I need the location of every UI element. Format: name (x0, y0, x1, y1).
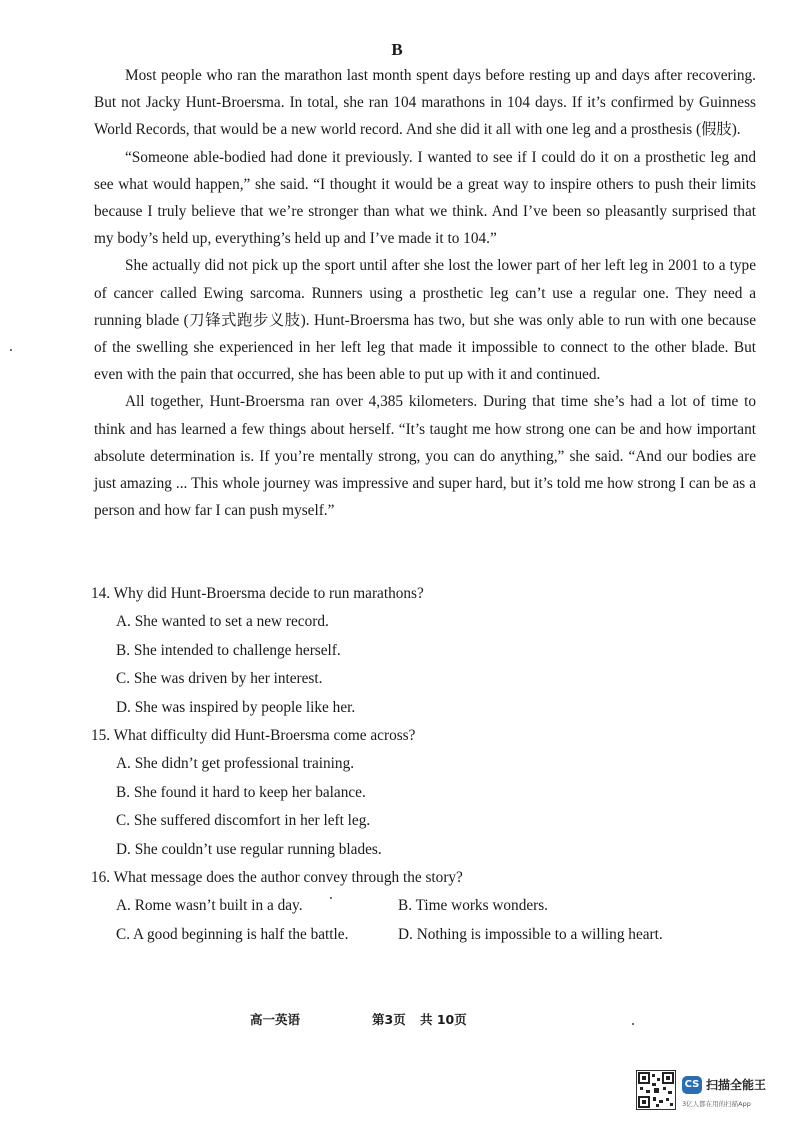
option-b: B. She found it hard to keep her balance. (116, 783, 366, 801)
reading-passage (94, 62, 756, 524)
question-stem: 15. What difficulty did Hunt-Broersma come across? (91, 727, 416, 745)
option-a: A. She wanted to set a new record. (116, 613, 329, 631)
footer-page-total: 共 10页 (420, 1012, 467, 1027)
option-c: C. A good beginning is half the battle. (116, 925, 349, 943)
option-a: A. She didn’t get professional training. (116, 755, 355, 773)
option-row (91, 921, 756, 949)
passage-paragraph: Most people who ran the marathon last month spent days before resting up and days after recovering. But not Jacky Hunt-Broersma. In total, she ran 104 marathons in 104 days. If it’s confirmed by Guinness World Records, that would be a new world record. And she did it all with one leg and a prosthesis (假肢). (94, 67, 756, 139)
footer-subject: 高一英语 (250, 1012, 301, 1027)
scan-speck (632, 1023, 634, 1025)
camscanner-logo-icon: CS (682, 1076, 702, 1094)
scanner-app-name: 扫描全能王 (706, 1078, 767, 1092)
option-d: D. Nothing is impossible to a willing heart. (398, 925, 663, 943)
option-a: A. Rome wasn’t built in a day. (116, 897, 303, 915)
qr-code-icon (636, 1070, 676, 1110)
scanner-watermark (636, 1070, 786, 1114)
scan-speck (10, 349, 12, 351)
option-b: B. Time works wonders. (398, 897, 549, 915)
section-label: B (391, 40, 403, 59)
option-d: D. She was inspired by people like her. (116, 698, 356, 716)
question-16 (91, 864, 756, 949)
passage-paragraph: “Someone able-bodied had done it previously. I wanted to see if I could do it on a prosthetic leg and see what would happen,” she said. “I thought it would be a great way to inspire others to push their limits because I truly believe that we’re stronger than what we think. And I’ve been so pleasantly surprised that my body’s held up, everything’s held up and I’ve made it to 104.” (94, 148, 756, 248)
option-c: C. She suffered discomfort in her left leg. (116, 812, 371, 830)
option-c: C. She was driven by her interest. (116, 670, 323, 688)
question-stem: 16. What message does the author convey through the story? (91, 869, 463, 887)
option-d: D. She couldn’t use regular running blades. (116, 840, 382, 858)
option-b: B. She intended to challenge herself. (116, 641, 341, 659)
question-list (91, 580, 756, 949)
scanner-tagline: 3亿人都在用的扫描App (682, 1100, 751, 1108)
question-15 (91, 722, 756, 864)
passage-paragraph: She actually did not pick up the sport until after she lost the lower part of her left leg in 2001 to a type of cancer called Ewing sarcoma. Runners using a prosthetic leg can’t use a regular one. They need a running blade (刀锋式跑步义肢). Hunt-Broersma has two, but she was only able to run with one because of the swelling she experienced in her left leg that made it impossible to connect to the other blade. But even with the pain that occurred, she has been able to put up with it and continued. (94, 257, 756, 384)
question-14 (91, 580, 756, 722)
footer-page-number: 第3页 (372, 1012, 406, 1027)
option-row (91, 892, 756, 920)
question-stem: 14. Why did Hunt-Broersma decide to run marathons? (91, 585, 424, 602)
passage-paragraph: All together, Hunt-Broersma ran over 4,385 kilometers. During that time she’s had a lot of time to think and has learned a few things about herself. “It’s taught me how strong one can be and how important absolute determination is. If you’re mentally strong, you can do anything,” she said. “And our bodies are just amazing ... This whole journey was impressive and super hard, but it’s told me how strong I can be as a person and how far I can push myself.” (94, 393, 756, 520)
scan-speck (330, 897, 332, 899)
